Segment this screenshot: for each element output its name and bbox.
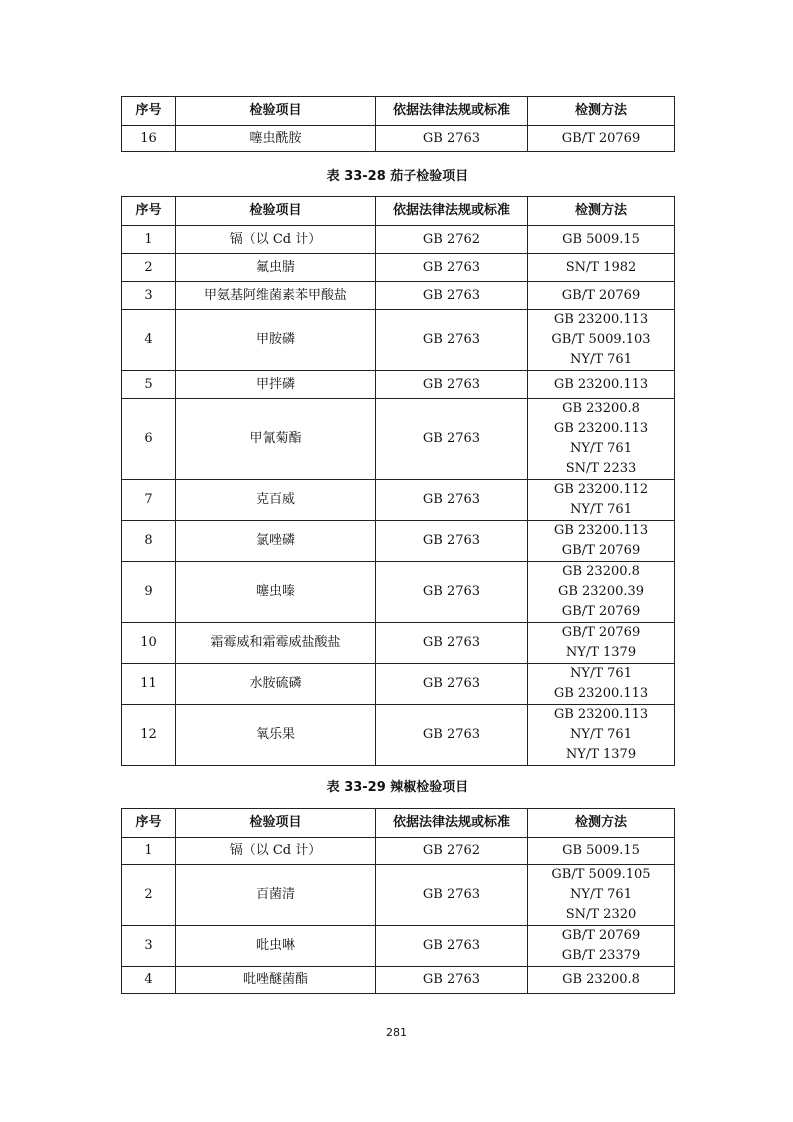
cell-method [528, 838, 675, 865]
header-item: 检验项目 [176, 197, 376, 226]
cell-seq: 16 [122, 126, 176, 152]
header-seq: 序号 [122, 809, 176, 838]
cell-basis: GB 2763 [376, 371, 528, 399]
table-body [122, 126, 675, 152]
table-row [122, 664, 675, 705]
method-entry: SN/T 1982 [565, 259, 637, 275]
method-entry: GB/T 5009.105 [551, 867, 651, 882]
table-row [122, 926, 675, 967]
method-entry: GB 23200.39 [557, 584, 645, 599]
cell-basis: GB 2763 [376, 310, 528, 371]
header-item: 检验项目 [176, 97, 376, 126]
cell-item: 甲拌磷 [176, 371, 376, 399]
cell-seq: 7 [122, 480, 176, 521]
method-entry: GB/T 20769 [561, 625, 641, 640]
cell-seq: 8 [122, 521, 176, 562]
method-entry: GB 23200.112 [553, 482, 649, 497]
cell-method [528, 865, 675, 926]
table-caption-eggplant: 表 33-28 茄子检验项目 [326, 169, 469, 184]
method-entry: SN/T 2320 [565, 907, 637, 922]
cell-seq: 10 [122, 623, 176, 664]
method-entry: NY/T 761 [570, 666, 632, 681]
cell-item: 噻虫酰胺 [176, 126, 376, 152]
cell-basis: GB 2762 [376, 226, 528, 254]
table-row [122, 254, 675, 282]
method-entry: GB 23200.113 [553, 523, 649, 538]
cell-basis: GB 2763 [376, 126, 528, 152]
cell-seq: 3 [122, 926, 176, 967]
table-row [122, 967, 675, 994]
method-entry: NY/T 761 [570, 727, 632, 742]
header-seq: 序号 [122, 197, 176, 226]
cell-method [528, 705, 675, 766]
cell-method [528, 310, 675, 371]
cell-basis: GB 2763 [376, 967, 528, 994]
method-entry: NY/T 1379 [565, 747, 637, 762]
method-entry: GB/T 23379 [561, 948, 641, 963]
cell-method [528, 371, 675, 399]
method-entry: GB 23200.113 [553, 376, 649, 392]
cell-basis: GB 2763 [376, 865, 528, 926]
cell-basis: GB 2763 [376, 562, 528, 623]
header-basis: 依据法律法规或标准 [376, 97, 528, 126]
header-method: 检测方法 [528, 809, 675, 838]
method-entry: NY/T 761 [570, 441, 632, 456]
cell-item: 噻虫嗪 [176, 562, 376, 623]
table-row [122, 705, 675, 766]
method-entry: GB 23200.113 [553, 707, 649, 722]
cell-item: 氧乐果 [176, 705, 376, 766]
table-row [122, 562, 675, 623]
cell-method [528, 521, 675, 562]
table-row [122, 226, 675, 254]
method-entry: GB/T 20769 [561, 130, 641, 146]
cell-item: 甲氨基阿维菌素苯甲酸盐 [176, 282, 376, 310]
header-basis: 依据法律法规或标准 [376, 197, 528, 226]
cell-item: 甲氰菊酯 [176, 399, 376, 480]
method-entry: GB 23200.113 [553, 686, 649, 701]
method-entry: GB/T 20769 [561, 287, 641, 303]
table-row [122, 310, 675, 371]
method-entry: GB 23200.8 [562, 564, 640, 579]
cell-seq: 2 [122, 254, 176, 282]
cell-method [528, 967, 675, 994]
table-continued [121, 96, 675, 152]
method-entry: GB/T 20769 [561, 604, 641, 619]
table-pepper [121, 808, 675, 994]
cell-seq: 2 [122, 865, 176, 926]
table-row [122, 623, 675, 664]
header-item: 检验项目 [176, 809, 376, 838]
cell-seq: 4 [122, 967, 176, 994]
cell-item: 甲胺磷 [176, 310, 376, 371]
cell-basis: GB 2762 [376, 838, 528, 865]
table-row [122, 521, 675, 562]
method-entry: GB 23200.8 [562, 972, 640, 987]
cell-method [528, 282, 675, 310]
method-entry: GB 23200.113 [553, 421, 649, 436]
method-entry: GB 23200.8 [562, 401, 640, 416]
method-entry: NY/T 1379 [565, 645, 637, 660]
cell-basis: GB 2763 [376, 623, 528, 664]
header-method: 检测方法 [528, 197, 675, 226]
cell-basis: GB 2763 [376, 705, 528, 766]
header-seq: 序号 [122, 97, 176, 126]
method-entry: GB/T 20769 [561, 543, 641, 558]
cell-method [528, 399, 675, 480]
cell-item: 克百威 [176, 480, 376, 521]
cell-basis: GB 2763 [376, 664, 528, 705]
cell-item: 霜霉威和霜霉威盐酸盐 [176, 623, 376, 664]
table-row [122, 399, 675, 480]
cell-method [528, 926, 675, 967]
cell-basis: GB 2763 [376, 926, 528, 967]
cell-method [528, 126, 675, 152]
cell-seq: 4 [122, 310, 176, 371]
method-entry: GB/T 5009.103 [551, 332, 651, 347]
table-caption-pepper: 表 33-29 辣椒检验项目 [326, 780, 469, 795]
table-row [122, 480, 675, 521]
method-entry: NY/T 761 [570, 887, 632, 902]
cell-seq: 1 [122, 838, 176, 865]
method-entry: NY/T 761 [570, 352, 632, 367]
cell-seq: 3 [122, 282, 176, 310]
table-body [122, 838, 675, 994]
method-entry: GB/T 20769 [561, 928, 641, 943]
cell-item: 吡唑醚菌酯 [176, 967, 376, 994]
cell-seq: 5 [122, 371, 176, 399]
method-entry: GB 23200.113 [553, 312, 649, 327]
cell-basis: GB 2763 [376, 399, 528, 480]
cell-seq: 6 [122, 399, 176, 480]
cell-item: 氟虫腈 [176, 254, 376, 282]
table-row [122, 371, 675, 399]
header-method: 检测方法 [528, 97, 675, 126]
method-entry: SN/T 2233 [565, 461, 637, 476]
cell-method [528, 623, 675, 664]
cell-method [528, 226, 675, 254]
method-entry: GB 5009.15 [562, 231, 640, 247]
cell-seq: 11 [122, 664, 176, 705]
cell-seq: 1 [122, 226, 176, 254]
cell-method [528, 562, 675, 623]
cell-item: 镉（以 Cd 计） [176, 838, 376, 865]
table-body [122, 226, 675, 766]
table-row [122, 865, 675, 926]
method-entry: NY/T 761 [570, 502, 632, 517]
page-number: 281 [386, 1026, 407, 1039]
cell-item: 氯唑磷 [176, 521, 376, 562]
table-eggplant [121, 196, 675, 766]
cell-item: 镉（以 Cd 计） [176, 226, 376, 254]
cell-basis: GB 2763 [376, 282, 528, 310]
cell-basis: GB 2763 [376, 480, 528, 521]
cell-basis: GB 2763 [376, 521, 528, 562]
cell-method [528, 664, 675, 705]
cell-seq: 12 [122, 705, 176, 766]
cell-method [528, 254, 675, 282]
cell-seq: 9 [122, 562, 176, 623]
method-entry: GB 5009.15 [562, 843, 640, 858]
header-basis: 依据法律法规或标准 [376, 809, 528, 838]
cell-basis: GB 2763 [376, 254, 528, 282]
cell-item: 水胺硫磷 [176, 664, 376, 705]
table-row [122, 126, 675, 152]
cell-item: 百菌清 [176, 865, 376, 926]
cell-item: 吡虫啉 [176, 926, 376, 967]
cell-method [528, 480, 675, 521]
table-row [122, 838, 675, 865]
table-row [122, 282, 675, 310]
